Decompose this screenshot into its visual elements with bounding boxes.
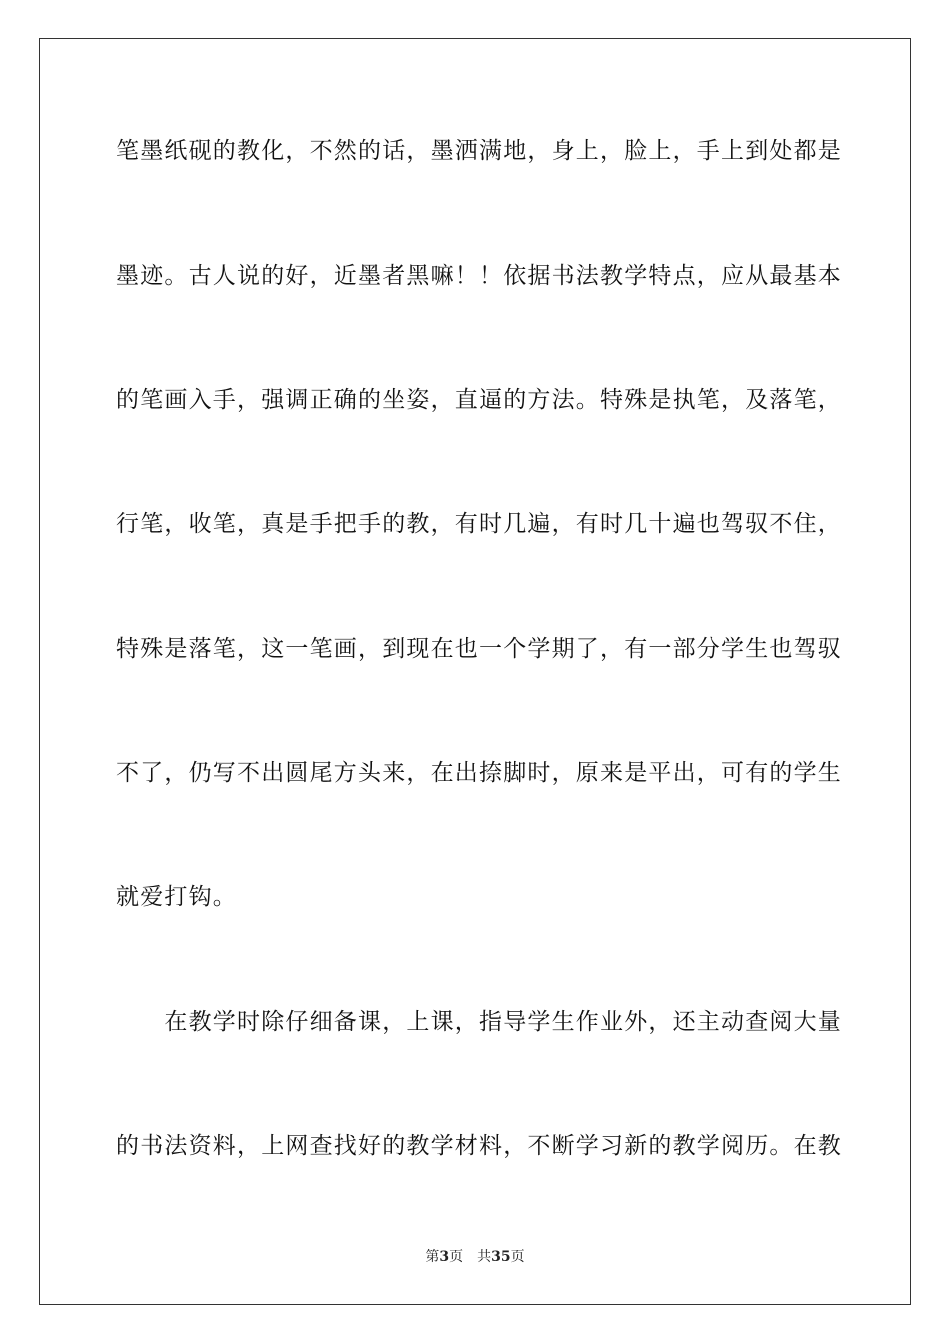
page-suffix: 页	[449, 1249, 464, 1265]
page-footer	[0, 1248, 950, 1266]
body-line: 的笔画入手，强调正确的坐姿，直逼的方法。特殊是执笔，及落笔，	[116, 387, 842, 413]
page-number: 3	[439, 1249, 450, 1265]
body-line: 在教学时除仔细备课，上课，指导学生作业外，还主动查阅大量	[116, 1009, 842, 1035]
page-prefix: 第	[425, 1249, 440, 1265]
page-frame	[39, 38, 911, 1305]
total-prefix: 共	[477, 1249, 492, 1265]
total-suffix: 页	[510, 1249, 525, 1265]
body-line: 笔墨纸砚的教化，不然的话，墨洒满地，身上，脸上，手上到处都是	[116, 138, 842, 164]
body-line: 特殊是落笔，这一笔画，到现在也一个学期了，有一部分学生也驾驭	[116, 636, 842, 662]
total-pages: 35	[491, 1249, 511, 1265]
body-line: 行笔，收笔，真是手把手的教，有时几遍，有时几十遍也驾驭不住，	[116, 511, 842, 537]
body-line: 不了，仍写不出圆尾方头来，在出捺脚时，原来是平出，可有的学生	[116, 760, 842, 786]
body-line: 的书法资料，上网查找好的教学材料，不断学习新的教学阅历。在教	[116, 1133, 842, 1159]
body-line: 墨迹。古人说的好，近墨者黑嘛！！依据书法教学特点，应从最基本	[116, 263, 842, 289]
body-line: 就爱打钩。	[116, 884, 237, 910]
